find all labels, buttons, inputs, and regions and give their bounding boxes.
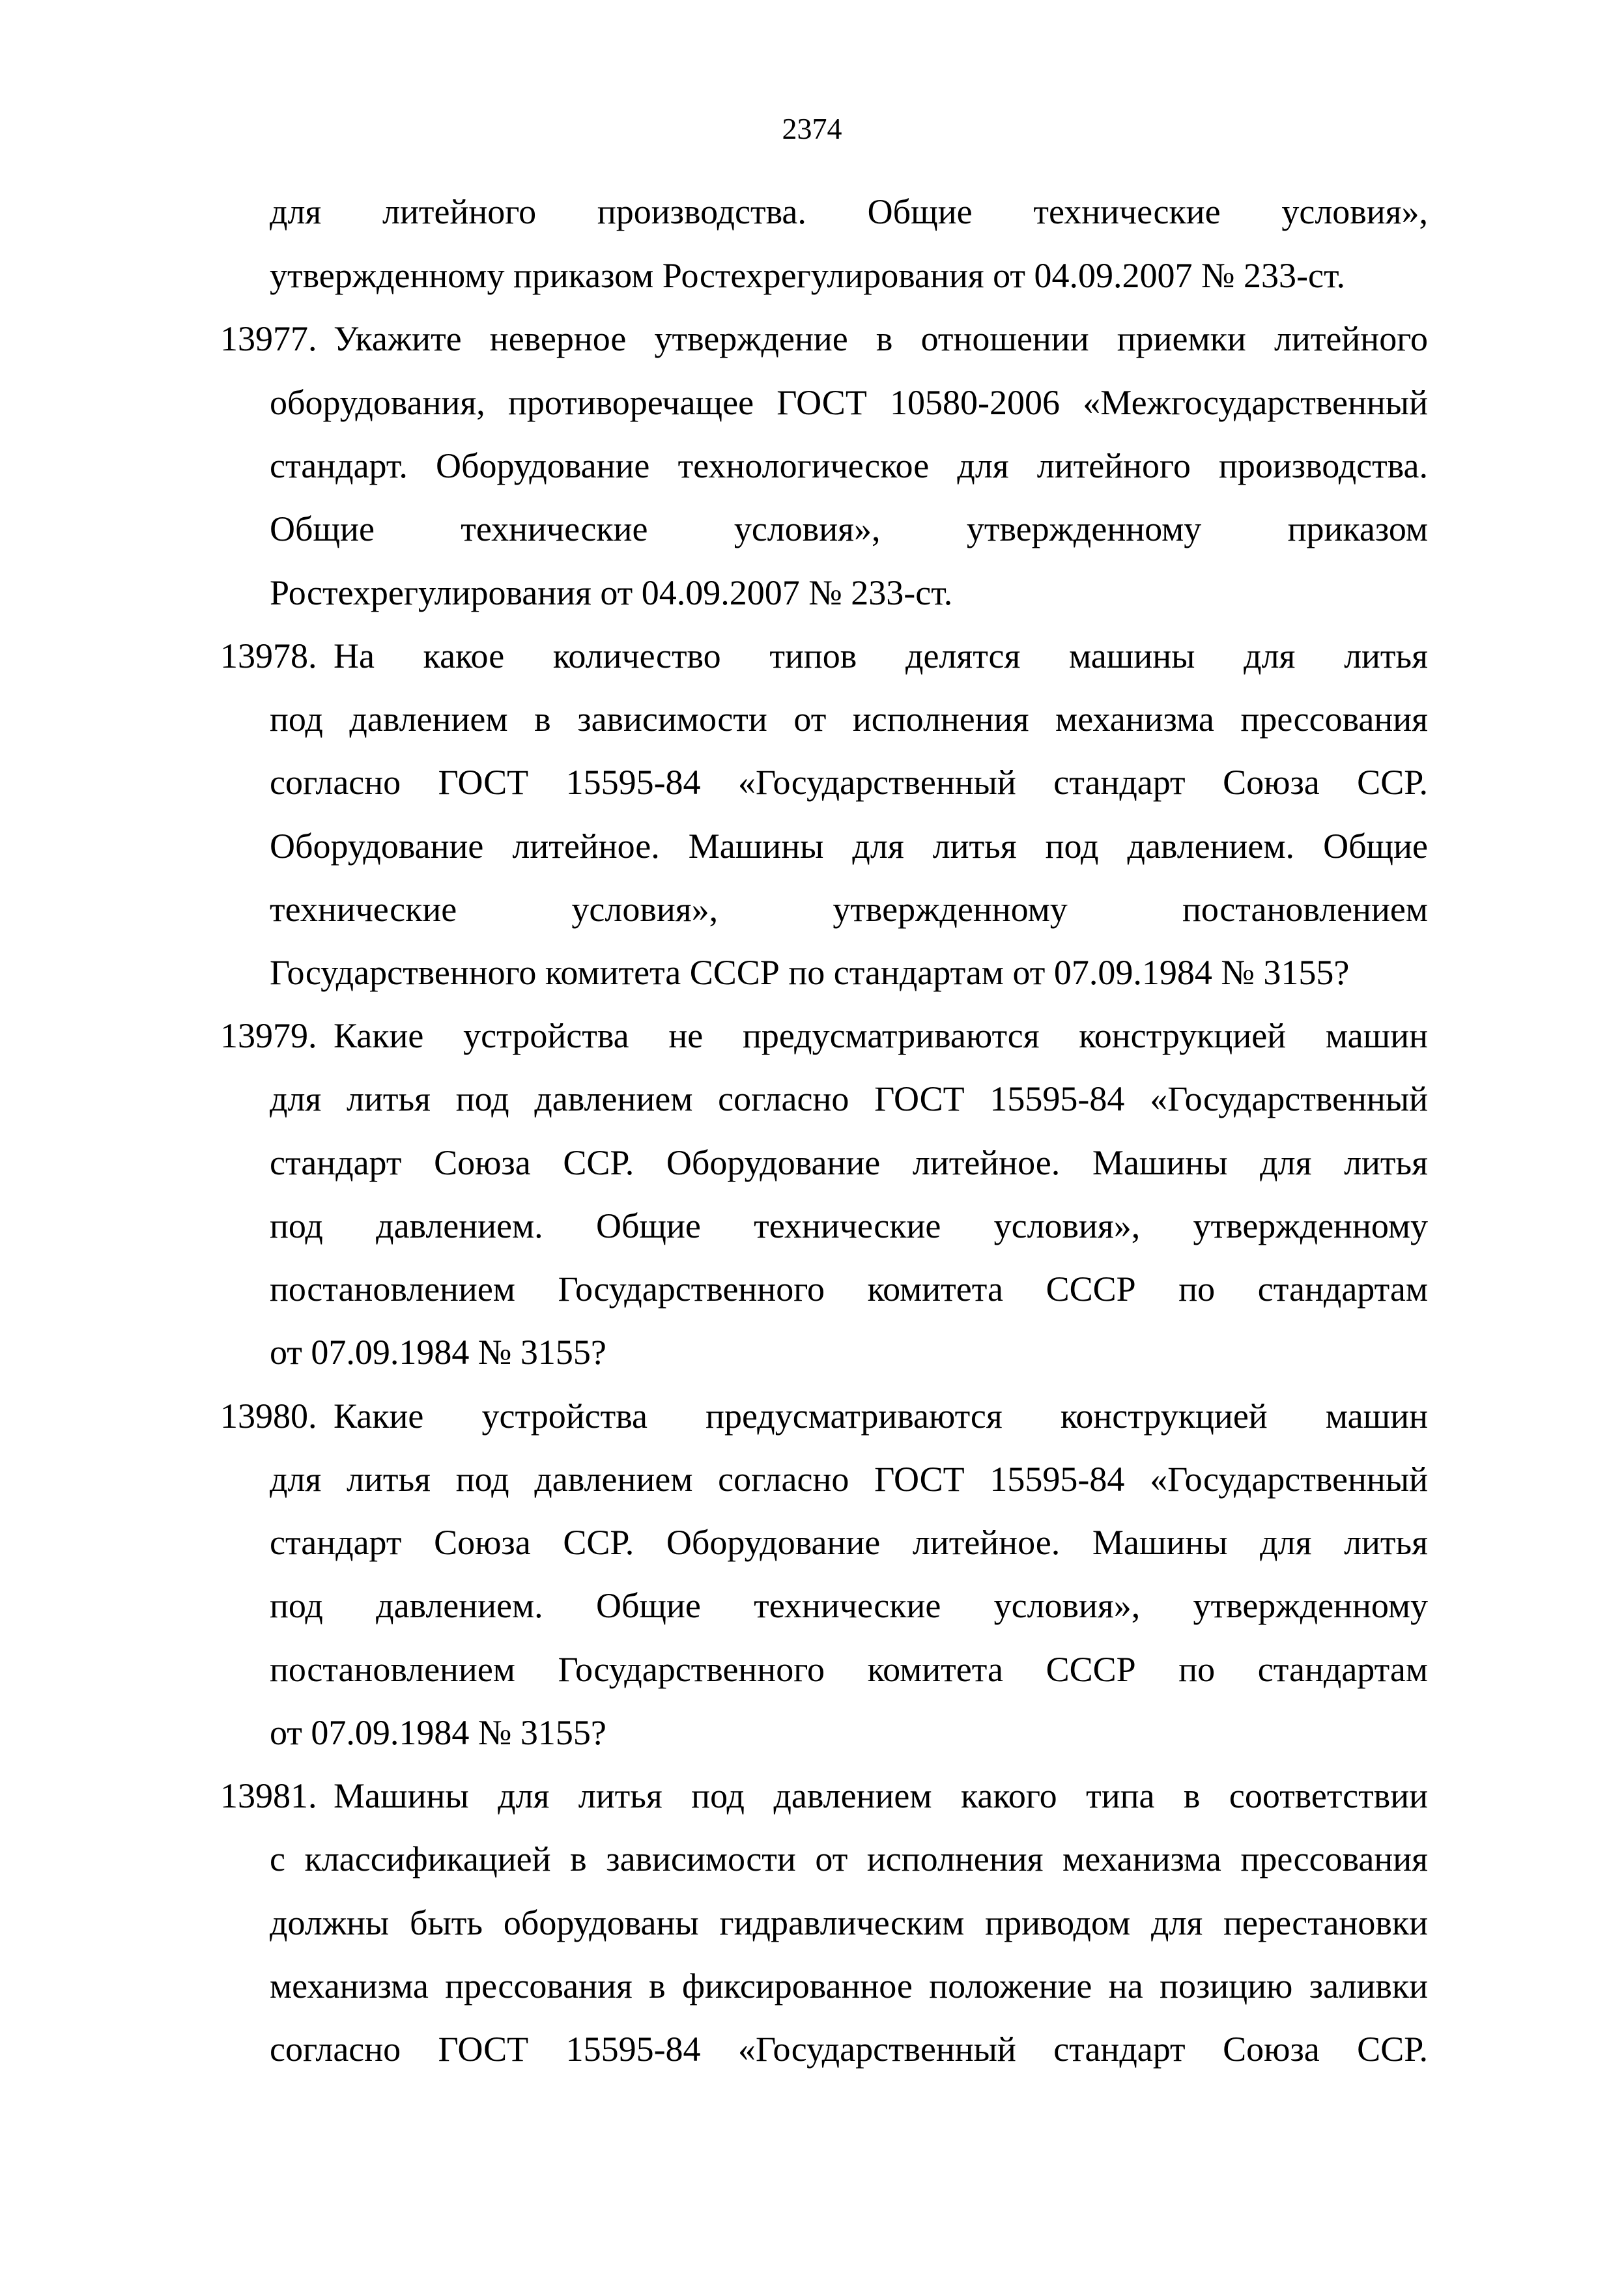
question-line: оборудования, противоречащее ГОСТ 10580-2006 «Межгосударственный	[270, 383, 1428, 422]
question-line: Государственного комитета СССР по стандартам от 07.09.1984 № 3155?	[270, 953, 1350, 992]
question-line: согласно ГОСТ 15595-84 «Государственный стандарт Союза ССР.	[270, 763, 1428, 802]
question-line: постановлением Государственного комитета СССР по стандартам	[270, 1650, 1428, 1689]
question-line: стандарт. Оборудование технологическое для литейного производства.	[270, 446, 1428, 485]
continuation-line: для литейного производства. Общие технические условия»,	[270, 192, 1428, 231]
continuation-line: утвержденному приказом Ростехрегулирования от 04.09.2007 № 233-ст.	[270, 256, 1346, 295]
question-number: 13977.	[220, 319, 317, 358]
question-line: для литья под давлением согласно ГОСТ 15595-84 «Государственный	[270, 1460, 1428, 1499]
question-line: Ростехрегулирования от 04.09.2007 № 233-ст.	[270, 573, 953, 612]
question-line: стандарт Союза ССР. Оборудование литейное. Машины для литья	[270, 1143, 1428, 1182]
question-line: от 07.09.1984 № 3155?	[270, 1713, 606, 1752]
question-number: 13978.	[220, 636, 317, 675]
question-line: постановлением Государственного комитета СССР по стандартам	[270, 1269, 1428, 1309]
question-line: под давлением в зависимости от исполнения механизма прессования	[270, 700, 1428, 739]
question-number: 13981.	[220, 1776, 317, 1815]
question-line: под давлением. Общие технические условия», утвержденному	[270, 1206, 1428, 1245]
question-line: Машины для литья под давлением какого типа в соответствии	[334, 1776, 1428, 1815]
question-line: На какое количество типов делятся машины для литья	[334, 636, 1428, 675]
question-line: под давлением. Общие технические условия», утвержденному	[270, 1586, 1428, 1625]
question-line: механизма прессования в фиксированное положение на позицию заливки	[270, 1966, 1428, 2005]
question-line: согласно ГОСТ 15595-84 «Государственный стандарт Союза ССР.	[270, 2030, 1428, 2069]
question-line: Укажите неверное утверждение в отношении приемки литейного	[334, 319, 1428, 358]
question-line: Какие устройства не предусматриваются конструкцией машин	[334, 1016, 1428, 1055]
question-line: для литья под давлением согласно ГОСТ 15595-84 «Государственный	[270, 1079, 1428, 1118]
question-line: от 07.09.1984 № 3155?	[270, 1333, 606, 1372]
question-line: Оборудование литейное. Машины для литья под давлением. Общие	[270, 827, 1428, 866]
question-line: Какие устройства предусматриваются конструкцией машин	[334, 1396, 1428, 1436]
question-line: Общие технические условия», утвержденному приказом	[270, 509, 1428, 548]
question-line: технические условия», утвержденному постановлением	[270, 890, 1428, 929]
page-number: 2374	[782, 112, 842, 145]
question-number: 13979.	[220, 1016, 317, 1055]
question-number: 13980.	[220, 1396, 317, 1436]
question-line: должны быть оборудованы гидравлическим приводом для перестановки	[270, 1903, 1428, 1942]
question-line: стандарт Союза ССР. Оборудование литейное. Машины для литья	[270, 1523, 1428, 1562]
question-line: с классификацией в зависимости от исполнения механизма прессования	[270, 1839, 1428, 1878]
